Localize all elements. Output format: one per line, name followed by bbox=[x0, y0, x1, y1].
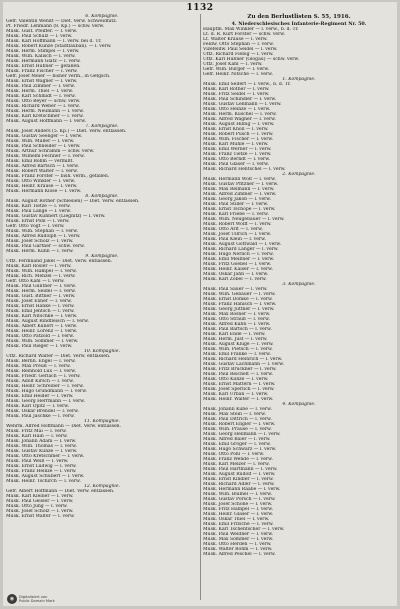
casualty-entry: Musk. Josef Scholz — l. verw. bbox=[6, 239, 74, 244]
casualty-entry: Musk. Wilh. Pietsch — l. verw. bbox=[203, 347, 273, 352]
casualty-entry: Musk. Otto Kunze — l. verw. bbox=[203, 377, 269, 382]
casualty-entry: Musk. Emil Franke — l. verw. bbox=[203, 352, 271, 357]
casualty-entry: Musk. Walter Böhm — l. verw. bbox=[203, 547, 273, 552]
casualty-entry: Musk. Max Rösner — l. verw. bbox=[203, 312, 271, 317]
casualty-entry: Musk. Herm. Stimpel — l. verw. bbox=[6, 49, 80, 54]
casualty-entry: Musk. Georg Jüttner — l. verw. bbox=[203, 307, 275, 312]
casualty-entry: Musk. Karl Zobel — l. verw. bbox=[203, 277, 267, 282]
casualty-entry: Musk. Heinr. Walter — l. verw. bbox=[203, 397, 274, 402]
casualty-entry: Musk. Robert Walter — l. verw. bbox=[6, 169, 78, 174]
casualty-entry: Musk. Paul Weiß — l. verw. bbox=[6, 459, 69, 464]
casualty-entry: Musk. Alfred Zimmer — l. verw. bbox=[203, 192, 277, 197]
casualty-entry: Uffz. Karl Hübner (Glogau) — schw. verw. bbox=[203, 57, 300, 62]
casualty-entry: Musk. Reinhold Lux — l. verw. bbox=[6, 369, 77, 374]
casualty-entry: Musk. Heinr. Tschirch — l. verw. bbox=[6, 479, 81, 484]
casualty-entry: Musk. Ernst Ludwig — l. verw. bbox=[6, 464, 77, 469]
casualty-entry: Musk. Hermann Klose — l. verw. bbox=[6, 189, 82, 194]
casualty-entry: Musk. Wilh. Kalisch — l. verw. bbox=[6, 54, 76, 59]
casualty-entry: Musk. Karl Tietze — l. verw. bbox=[6, 204, 71, 209]
casualty-entry: Musk. Hermann Raabe — l. verw. bbox=[203, 487, 281, 492]
casualty-entry: Musk. Paul Weidner — l. verw. bbox=[203, 532, 274, 537]
casualty-entry: Musk. Karl Ende — l. verw. bbox=[203, 332, 266, 337]
casualty-entry: Uffz. Richard Fiebig — l. verw. bbox=[203, 52, 274, 57]
casualty-entry: Musk. Robert Wolff — l. verw. bbox=[203, 222, 272, 227]
casualty-entry: Musk. Oskar Brendel — l. verw. bbox=[6, 409, 79, 414]
casualty-entry: Musk. Richard Weber — l. verw. bbox=[6, 104, 80, 109]
casualty-entry: Musk. Paul Günther — l. verw. bbox=[6, 284, 77, 289]
casualty-entry: Musk. Paul Zimmer — l. verw. bbox=[6, 84, 76, 89]
column-divider bbox=[200, 14, 201, 600]
casualty-entry: Musk. Paul Geisler — l. verw. bbox=[6, 499, 74, 504]
stamp-text bbox=[19, 595, 55, 604]
casualty-entry: Musk. August Hilbig — l. verw. bbox=[203, 122, 275, 127]
casualty-entry: Musk. Hugo Schwarz — l. verw. bbox=[203, 447, 277, 452]
casualty-entry: Musk. Franz Tietze — l. verw. bbox=[203, 152, 272, 157]
digitization-stamp bbox=[7, 594, 77, 604]
casualty-entry: Musk. Hugo Grundmann — l. verw. bbox=[6, 389, 88, 394]
casualty-entry: Musk. Bernh. Engel — l. verw. bbox=[6, 359, 76, 364]
casualty-entry: Musk. Josef Ullrich — l. verw. bbox=[203, 232, 272, 237]
casualty-entry: Hauptm. Max Winkler — l. verw., b. d. Tr. bbox=[203, 27, 299, 32]
casualty-entry: Musk. Franz Heinze — l. verw. bbox=[6, 469, 77, 474]
casualty-entry: Musk. Gustav Kunze — l. verw. bbox=[6, 449, 78, 454]
casualty-entry: Musk. Gustav Lehmann — l. verw. bbox=[203, 102, 282, 107]
casualty-entry: Musk. Gustav Porsch — l. verw. bbox=[203, 497, 276, 502]
casualty-entry: Gefr. Otto Kahl — l. verw. bbox=[6, 279, 65, 284]
casualty-entry: Musk. Ernst Hübner — gefallen. bbox=[6, 64, 81, 69]
casualty-entry: Gefr. Wilh. Bürger — l. verw. bbox=[203, 67, 270, 72]
casualty-entry: Musk. Otto Winkler — l. verw. bbox=[6, 179, 76, 184]
casualty-entry: Musk. Wilh. Sommer — l. verw. bbox=[6, 339, 79, 344]
casualty-entry: Musk. Heinr. Krause — l. verw. bbox=[6, 184, 78, 189]
casualty-entry: Musk. Ernst Walter — l. verw. bbox=[6, 514, 75, 519]
casualty-entry: Musk. Karl Rösler — l. verw. bbox=[6, 264, 72, 269]
casualty-entry: Musk. Hermann Wolf — l. verw. bbox=[203, 177, 276, 182]
casualty-entry: Musk. Emil Jentsch — l. verw. bbox=[6, 309, 75, 314]
casualty-entry: Wehrm. Alfred Hoffmann — Diet. Verw. entlassen. bbox=[6, 424, 122, 429]
casualty-entry: Musk. August Kluge — l. verw. bbox=[203, 342, 274, 347]
casualty-entry: Musk. Otto Jung — l. verw. bbox=[6, 504, 68, 509]
casualty-entry: Musk. Richard Heinrich — l. verw. bbox=[203, 357, 283, 362]
casualty-entry: Musk. Karl Mühle — l. verw. bbox=[203, 142, 269, 147]
company-heading: 2. Kompagnie. bbox=[282, 172, 316, 177]
casualty-entry: Musk. Wilh. Stephan — l. verw. bbox=[6, 229, 79, 234]
casualty-entry: Gefr. Valentin Wendt — Diet. Verw. Schweidnitz. bbox=[6, 19, 118, 24]
casualty-entry: Musk. Paul Schindler — l. verw. bbox=[203, 97, 277, 102]
company-heading: 6. Kompagnie. bbox=[85, 14, 119, 19]
casualty-entry: Musk. Oskar Jahn — l. verw. bbox=[203, 272, 269, 277]
casualty-entry: Musk. Ernst Hanke — l. verw. bbox=[6, 304, 75, 309]
casualty-entry: Musk. Herm. Thiel — l. verw. bbox=[6, 89, 74, 94]
casualty-entry: Musk. Emil Seifert — l. verw., b. d. Tr. bbox=[203, 82, 291, 87]
casualty-entry: Musk. Otto Arlt — l. verw. bbox=[203, 227, 263, 232]
casualty-entry: Musk. Arthur Schramm — schw. verw. bbox=[6, 149, 95, 154]
casualty-entry: Musk. Karl Rother — l. verw. bbox=[203, 87, 270, 92]
casualty-entry: Musk. Wilh. Müller — l. verw. bbox=[6, 139, 75, 144]
casualty-entry: Musk. Wilhelm Fechner — l. verw. bbox=[6, 154, 85, 159]
casualty-entry: Musk. Herm. Kuschel — l. verw. bbox=[203, 112, 277, 117]
casualty-entry: Musk. Paul Schneider — l. verw. bbox=[6, 144, 81, 149]
casualty-entry: Musk. Josef Schöne — l. verw. bbox=[203, 502, 273, 507]
casualty-entry: Musk. Heinr. Kaiser — l. verw. bbox=[203, 267, 273, 272]
casualty-entry: Musk. August Rindfleisch — l. verw. bbox=[6, 319, 89, 324]
casualty-entry: Musk. Robert Pusch — l. verw. bbox=[203, 132, 274, 137]
stamp-line-1: Digitalisiert von bbox=[19, 594, 48, 599]
company-heading: 11. Kompagnie. bbox=[83, 419, 121, 424]
casualty-entry: Feldw. Otto Stephan — l. verw. bbox=[203, 42, 274, 47]
casualty-entry: Lt. Walter Krause — l. verw. bbox=[203, 37, 268, 42]
casualty-entry: Uffz. Ferdinand Jäkel — Diet. Verw. entlassen. bbox=[6, 259, 113, 264]
library-logo-icon: ◉ bbox=[7, 594, 17, 604]
casualty-entry: Musk. Ernst Knoll — l. verw. bbox=[203, 127, 269, 132]
casualty-entry: Vizefeldw. Paul Seidel — l. verw. bbox=[203, 47, 278, 52]
company-heading: 10. Kompagnie. bbox=[83, 349, 121, 354]
casualty-entry: Musk. Paul Hartmann — l. verw. bbox=[203, 467, 278, 472]
casualty-entry: Musk. Robert Engler — l. verw. bbox=[203, 422, 276, 427]
casualty-entry: Musk. Wilh. Thomas — l. verw. bbox=[6, 444, 77, 449]
casualty-entry: Musk. Robert Kunze (Stadtlauban). — l. verw. bbox=[6, 44, 112, 49]
casualty-entry: Musk. Johann Kube — l. verw. bbox=[203, 407, 272, 412]
casualty-entry: Musk. Otto Kretschmer — l. verw. bbox=[6, 454, 85, 459]
casualty-entry: Gefr. Otto Vogt — l. verw. bbox=[6, 224, 65, 229]
casualty-entry: Musk. Josef Sperlich — l. verw. bbox=[203, 387, 275, 392]
casualty-entry: Musk. Karl Kretschmer — l. verw. bbox=[6, 114, 84, 119]
casualty-entry: Musk. Paul Bartsch — l. verw. bbox=[203, 327, 272, 332]
casualty-entry: Musk. Richard Hentschel — l. verw. bbox=[203, 167, 286, 172]
casualty-entry: Musk. Paul Gärtner — schw. verw. bbox=[6, 244, 85, 249]
casualty-entry: Musk. Ernst Kindler — l. verw. bbox=[203, 477, 274, 482]
casualty-entry: Musk. August Gottwald — l. verw. bbox=[203, 242, 282, 247]
casualty-entry: Gefr. Heinr. Nitsche — l. verw. bbox=[203, 72, 273, 77]
casualty-entry: Musk. Franz Hanisch — l. verw. bbox=[203, 302, 277, 307]
casualty-entry: Musk. Gustav Seeliger — l. verw. bbox=[6, 134, 83, 139]
casualty-entry: Musk. August Hoffmann — l. verw. bbox=[6, 119, 87, 124]
casualty-entry: Musk. Hermann Glatz — l. verw. bbox=[6, 59, 81, 64]
casualty-entry: Musk. Georg Herrmann — l. verw. bbox=[6, 399, 86, 404]
casualty-entry: Musk. Herm. Kühn — l. verw. bbox=[6, 249, 74, 254]
casualty-entry: Musk. Otto Beyer — schw. verw. bbox=[6, 99, 81, 104]
casualty-entry: Musk. Richard Adler — l. verw. bbox=[203, 482, 275, 487]
company-heading: 7. Kompagnie. bbox=[85, 124, 119, 129]
stamp-line-2: Public Domain Mark bbox=[19, 599, 55, 603]
casualty-entry: Musk. Wilh. Blümel — l. verw. bbox=[203, 492, 273, 497]
casualty-entry: Musk. Karl Opitz — l. verw. bbox=[6, 404, 70, 409]
casualty-entry: Musk. Fritz Mai — l. verw. bbox=[6, 429, 67, 434]
casualty-entry: Musk. Otto Pohl — l. verw. bbox=[203, 452, 265, 457]
right-column bbox=[203, 14, 395, 557]
casualty-entry: Musk. Georg Jakob — l. verw. bbox=[203, 197, 272, 202]
casualty-entry: Musk. Herm. Neumann — l. verw. bbox=[6, 109, 85, 114]
casualty-entry: Musk. Otto Pätzold — l. verw. bbox=[6, 334, 75, 339]
casualty-entry: Musk. Rich. Menzel — l. verw. bbox=[6, 274, 76, 279]
casualty-entry: Musk. Adolf Kirsch — l. verw. bbox=[6, 379, 74, 384]
company-heading: 1. Kompagnie. bbox=[282, 77, 316, 82]
casualty-entry: Musk. Paul Klein — l. verw. bbox=[203, 237, 266, 242]
casualty-entry: Musk. Heinr. Gläser — l. verw. bbox=[203, 512, 274, 517]
casualty-entry: Musk. Otto Strauß — l. verw. bbox=[203, 317, 270, 322]
casualty-entry: Musk. Max Sommer — l. verw. bbox=[203, 537, 274, 542]
company-heading: 8. Kompagnie. bbox=[85, 194, 119, 199]
casualty-entry: Musk. August Rother (Schlesien) — Diet. Verw. entlassen. bbox=[6, 199, 140, 204]
casualty-entry: Musk. Paul Lange — l. verw. bbox=[6, 209, 72, 214]
casualty-entry: Lt. d. R. Kurt Förster — schw. verw. bbox=[203, 32, 286, 37]
casualty-entry: Musk. Franz Wende — l. verw. bbox=[203, 457, 273, 462]
casualty-entry: Musk. Alfred Baier — l. verw. bbox=[203, 437, 271, 442]
casualty-entry: Musk. Karl Hoffmann — l. verw. bei d. Tr. bbox=[6, 39, 102, 44]
casualty-entry: Musk. Josef Scholz — l. verw. bbox=[6, 509, 74, 514]
casualty-entry: Musk. Ernst Tschöpe — l. verw. bbox=[203, 207, 276, 212]
casualty-entry: Musk. Fritz Hampel — l. verw. bbox=[203, 507, 274, 512]
casualty-entry: Musk. Paul Dittrich — l. verw. bbox=[203, 417, 272, 422]
company-heading: 9. Kompagnie. bbox=[85, 254, 119, 259]
casualty-entry: Musk. Richard Langer — l. verw. bbox=[203, 247, 279, 252]
casualty-entry: Musk. Karl Melzer — l. verw. bbox=[203, 462, 270, 467]
page-number: 1132 bbox=[186, 3, 214, 13]
casualty-entry: Musk. Karl Nitschke — l. verw. bbox=[6, 314, 78, 319]
casualty-entry: Musk. Karl Kleiner — l. verw. bbox=[6, 494, 74, 499]
casualty-entry: Musk. Emil Heider — l. verw. bbox=[6, 394, 74, 399]
casualty-entry: Musk. Gustav Kuhnert (Liegnitz) — l. verw. bbox=[6, 214, 106, 219]
casualty-entry: Musk. Max Reimann — l. verw. bbox=[203, 187, 275, 192]
casualty-entry: Musk. Karl Tschentscher — l. verw. bbox=[203, 527, 285, 532]
casualty-entry: Musk. Alfred Peschel — l. verw. bbox=[203, 552, 276, 557]
casualty-entry: Musk. Paul Reichelt — l. verw. bbox=[203, 372, 273, 377]
casualty-entry: Pf. Friedr. Lehmann (8. Kp.) — schw. verw. bbox=[6, 24, 105, 29]
casualty-entry: Musk. Emil Meißner — l. verw. bbox=[203, 257, 275, 262]
casualty-entry: Musk. Fritz Brückner — l. verw. bbox=[203, 367, 277, 372]
casualty-entry: Gefr. Albert Hoffmann — Diet. Verw. entlassen. bbox=[6, 489, 115, 494]
casualty-entry: Musk. Emil Werner — l. verw. bbox=[203, 147, 272, 152]
casualty-entry: Musk. Paul Sauer — l. verw. bbox=[203, 287, 268, 292]
right-column-header: Zu den Berlustlisten S. 55, 1916. bbox=[247, 14, 351, 20]
casualty-entry: Musk. Karl Urban — l. verw. bbox=[203, 392, 269, 397]
casualty-entry: Musk. Ernst Pohl — l. verw. bbox=[6, 219, 70, 224]
casualty-entry: Musk. Wilh. Prause — l. verw. bbox=[203, 427, 272, 432]
casualty-entry: Musk. Ernst Mattern — l. verw. bbox=[203, 382, 276, 387]
casualty-entry: Musk. Herm. Just — l. verw. bbox=[203, 337, 268, 342]
casualty-entry: Musk. Albert Kunert — l. verw. bbox=[6, 324, 78, 329]
casualty-entry: Musk. Paul Rieger — l. verw. bbox=[6, 344, 73, 349]
casualty-entry: Musk. Oskar Thiel — l. verw. bbox=[203, 517, 270, 522]
casualty-entry: Musk. Herm. Seidel — l. verw. bbox=[6, 289, 76, 294]
casualty-entry: Musk. August Rudolf — l. verw. bbox=[203, 472, 276, 477]
casualty-entry: Musk. Otto Herden — l. verw. bbox=[203, 542, 272, 547]
casualty-entry: Musk. Karl Schmidt — l. verw. bbox=[6, 94, 76, 99]
casualty-entry: Musk. Gust. Pfeiffer. — l. verw. bbox=[6, 29, 78, 34]
casualty-entry: Musk. Emil Böhm — vermißt. bbox=[6, 159, 74, 164]
casualty-entry: Musk. Wilh. Hampel — l. verw. bbox=[6, 269, 77, 274]
casualty-entry: Musk. Josef Exner — l. verw. bbox=[6, 299, 72, 304]
casualty-entry: Musk. August Schubert — l. verw. bbox=[6, 474, 85, 479]
casualty-entry: Musk. Otto Heinze — l. verw. bbox=[203, 107, 271, 112]
casualty-entry: Musk. Hugo Nerlich — l. verw. bbox=[203, 252, 274, 257]
casualty-entry: Musk. Otto Berndt — l. verw. bbox=[203, 157, 271, 162]
casualty-entry: Musk. Gustav Pfitzner — l. verw. bbox=[203, 182, 279, 187]
casualty-entry: Gefr. Josef Meier — bisher verm., in Gefgsch. bbox=[6, 74, 111, 79]
casualty-entry: Musk. Karl Friebe — l. verw. bbox=[203, 212, 269, 217]
casualty-entry: Musk. Karl Hain — l. verw. bbox=[6, 434, 68, 439]
casualty-entry: Musk. Alfred Kuhn — l. verw. bbox=[203, 322, 271, 327]
casualty-entry: Musk. Franz Fischer — l. verw. bbox=[6, 69, 78, 74]
casualty-entry: Musk. Wilh. Gebauer — l. verw. bbox=[203, 292, 276, 297]
casualty-entry: Musk. Paul Schulz — l. verw. bbox=[6, 34, 73, 39]
company-heading: 12. Kompagnie. bbox=[83, 484, 121, 489]
casualty-entry: Musk. Johann Adam — l. verw. bbox=[6, 439, 77, 444]
casualty-entry: Musk. Wilh. Fischer — l. verw. bbox=[203, 137, 274, 142]
casualty-entry: Musk. Heinr. Lorenz — l. verw. bbox=[6, 329, 78, 334]
casualty-entry: Musk. Alfred Bartsch — l. verw. bbox=[6, 164, 80, 169]
casualty-entry: Musk. Franz Förster — bish. verm., gefallen. bbox=[6, 174, 110, 179]
casualty-entry: Musk. Max Preuß — l. verw. bbox=[6, 364, 71, 369]
left-column bbox=[6, 14, 198, 519]
casualty-entry: Musk. Paul Glaser — l. verw. bbox=[203, 162, 269, 167]
casualty-entry: Musk. Emil Gröger — l. verw. bbox=[203, 442, 271, 447]
casualty-entry: Musk. Gust. Bittner — l. verw. bbox=[6, 294, 76, 299]
casualty-entry: Musk. Gustav Lachmann — l. verw. bbox=[203, 362, 285, 367]
casualty-entry: Musk. Fritz Seidel — l. verw. bbox=[203, 92, 270, 97]
casualty-entry: Musk. Heinr. Schreiber — l. verw. bbox=[6, 384, 84, 389]
casualty-entry: Musk. Georg Hellmann — l. verw. bbox=[203, 432, 281, 437]
casualty-entry: Musk. Wilh. Neugebauer — l. verw. bbox=[203, 217, 285, 222]
company-heading: 3. Kompagnie. bbox=[282, 282, 316, 287]
casualty-entry: Musk. Ernst Domke — l. verw. bbox=[203, 297, 273, 302]
document-page bbox=[3, 2, 397, 606]
casualty-entry: Musk. Fritz Goebel — l. verw. bbox=[203, 262, 272, 267]
casualty-entry: Musk. Josef Anders (5. Kp.) — Diet. Verw. entlassen. bbox=[6, 129, 127, 134]
casualty-entry: Musk. Max Stein — l. verw. bbox=[203, 412, 266, 417]
company-heading: 4. Kompagnie. bbox=[282, 402, 316, 407]
casualty-entry: Musk. Alfred Rudolph — l. verw. bbox=[6, 234, 81, 239]
casualty-entry: Uffz. Richard Walter — Diet. Verw. entlassen. bbox=[6, 354, 111, 359]
casualty-entry: Uffz. Josef Kahl — l. verw. bbox=[203, 62, 263, 67]
regiment-heading: 4. Niederschlesisches Infanterie-Regiment Nr. 50. bbox=[231, 21, 367, 27]
casualty-entry: Musk. Paul Jäschke — l. verw. bbox=[6, 414, 75, 419]
casualty-entry: Musk. Paul Stiller — l. verw. bbox=[203, 202, 269, 207]
casualty-entry: Musk. Ernst Wagner — l. verw. bbox=[6, 79, 78, 84]
casualty-entry: Musk. Alfred Wagner — l. verw. bbox=[203, 117, 276, 122]
casualty-entry: Musk. Friedr. Gerlach — l. verw. bbox=[6, 374, 81, 379]
casualty-entry: Musk. Emil Fritsche — l. verw. bbox=[203, 522, 274, 527]
